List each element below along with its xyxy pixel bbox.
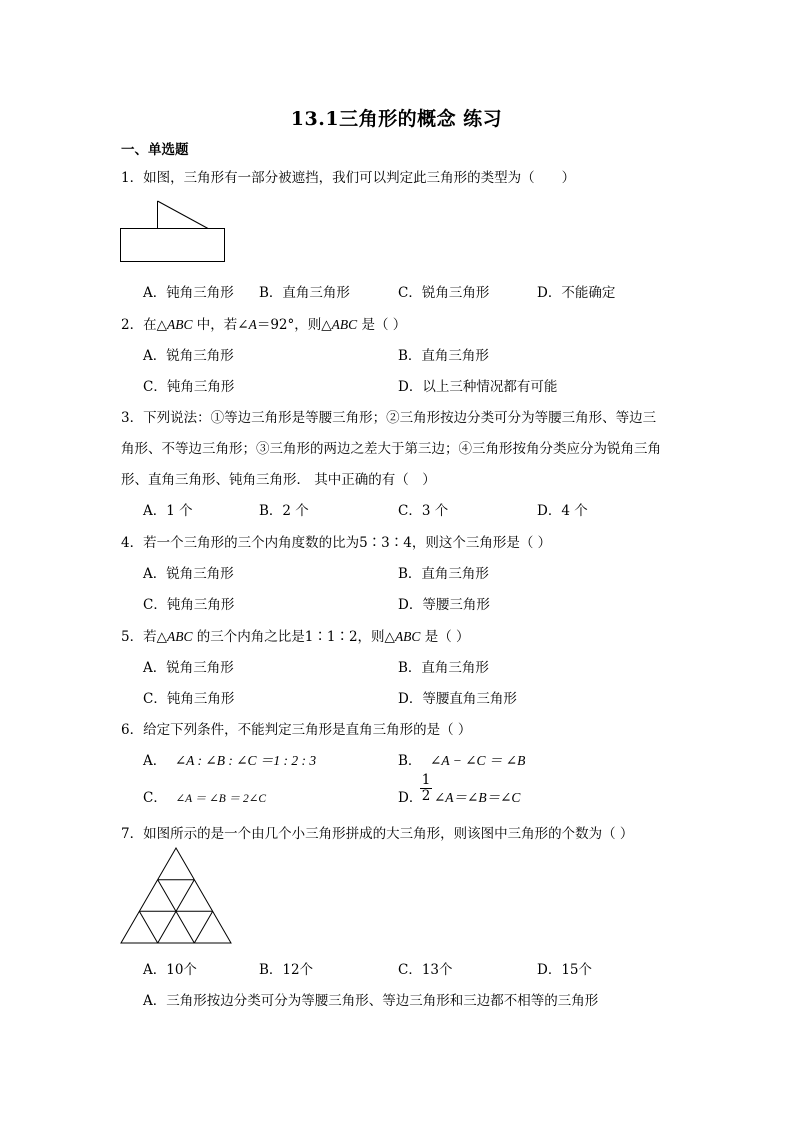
question-6-option-c[interactable]: C． ∠A ＝ ∠B ＝ 2∠C bbox=[143, 790, 267, 806]
question-7-option-a[interactable]: A．10个 bbox=[143, 962, 197, 978]
question-4-option-a[interactable]: A．锐角三角形 bbox=[143, 566, 234, 582]
question-3-line-2: 角形、不等边三角形；③三角形的两边之差大于第三边；④三角形按角分类应分为锐角三角 bbox=[121, 441, 661, 457]
question-4-option-c[interactable]: C．钝角三角形 bbox=[143, 597, 235, 613]
question-7-triangle-figure bbox=[118, 846, 234, 946]
question-3-line-1: 3．下列说法：①等边三角形是等腰三角形；②三角形按边分类可分为等腰三角形、等边三 bbox=[121, 410, 657, 426]
question-4-option-b[interactable]: B．直角三角形 bbox=[398, 566, 489, 582]
question-6-option-d-math: ∠A＝∠B＝∠C bbox=[434, 790, 521, 805]
question-6-option-b[interactable]: B． ∠A − ∠C ＝ ∠B bbox=[398, 753, 526, 769]
question-5-option-b[interactable]: B．直角三角形 bbox=[398, 660, 489, 676]
question-5-option-a[interactable]: A．锐角三角形 bbox=[143, 660, 234, 676]
question-5-option-c[interactable]: C．钝角三角形 bbox=[143, 691, 235, 707]
question-3-option-c[interactable]: C．3 个 bbox=[398, 503, 449, 519]
question-5-option-d[interactable]: D．等腰直角三角形 bbox=[398, 691, 517, 707]
question-3-option-b[interactable]: B．2 个 bbox=[259, 503, 309, 519]
question-3-option-a[interactable]: A．1 个 bbox=[143, 503, 193, 519]
question-6-option-d-label[interactable]: D． bbox=[398, 790, 423, 806]
question-6-option-d-fraction bbox=[420, 773, 432, 804]
trailing-option-text: A．三角形按边分类可分为等腰三角形、等边三角形和三边都不相等的三角形 bbox=[143, 993, 599, 1009]
question-7-text: 7．如图所示的是一个由几个小三角形拼成的大三角形，则该图中三角形的个数为（ ） bbox=[121, 826, 634, 842]
question-7-option-b[interactable]: B．12个 bbox=[259, 962, 314, 978]
question-2-option-c[interactable]: C．钝角三角形 bbox=[143, 379, 235, 395]
question-2-option-b[interactable]: B．直角三角形 bbox=[398, 348, 489, 364]
section-heading: 一、单选题 bbox=[121, 142, 189, 158]
question-2-option-a[interactable]: A．锐角三角形 bbox=[143, 348, 234, 364]
question-3-line-3: 形、直角三角形、钝角三角形． 其中正确的有（ ） bbox=[121, 472, 436, 488]
question-4-text: 4．若一个三角形的三个内角度数的比为5∶3∶4，则这个三角形是（ ） bbox=[121, 535, 552, 551]
question-7-option-d[interactable]: D．15个 bbox=[537, 962, 593, 978]
fraction-numerator: 1 bbox=[421, 772, 431, 788]
page-title: 13.1三角形的概念 练习 bbox=[290, 108, 503, 130]
fraction-denominator: 2 bbox=[421, 788, 431, 804]
question-1-option-d[interactable]: D．不能确定 bbox=[537, 285, 616, 301]
question-3-option-d[interactable]: D．4 个 bbox=[537, 503, 588, 519]
question-1-option-c[interactable]: C．锐角三角形 bbox=[398, 285, 490, 301]
question-2-text: 2．在△ABC 中，若∠A＝92°，则△ABC 是（ ） bbox=[121, 317, 407, 333]
question-4-option-d[interactable]: D．等腰三角形 bbox=[398, 597, 490, 613]
question-1-figure bbox=[118, 198, 228, 266]
question-6-option-a[interactable]: A． ∠A : ∠B : ∠C ＝1 : 2 : 3 bbox=[143, 753, 317, 769]
question-1-option-b[interactable]: B．直角三角形 bbox=[259, 285, 350, 301]
question-5-text: 5．若△ABC 的三个内角之比是1∶1∶2，则△ABC 是（ ） bbox=[121, 629, 470, 645]
question-1-option-a[interactable]: A．钝角三角形 bbox=[143, 285, 234, 301]
question-1-text: 1．如图，三角形有一部分被遮挡，我们可以判定此三角形的类型为（ ） bbox=[121, 170, 576, 186]
question-2-option-d[interactable]: D．以上三种情况都有可能 bbox=[398, 379, 558, 395]
question-7-option-c[interactable]: C．13个 bbox=[398, 962, 453, 978]
question-6-text: 6．给定下列条件，不能判定三角形是直角三角形的是（ ） bbox=[121, 722, 472, 738]
